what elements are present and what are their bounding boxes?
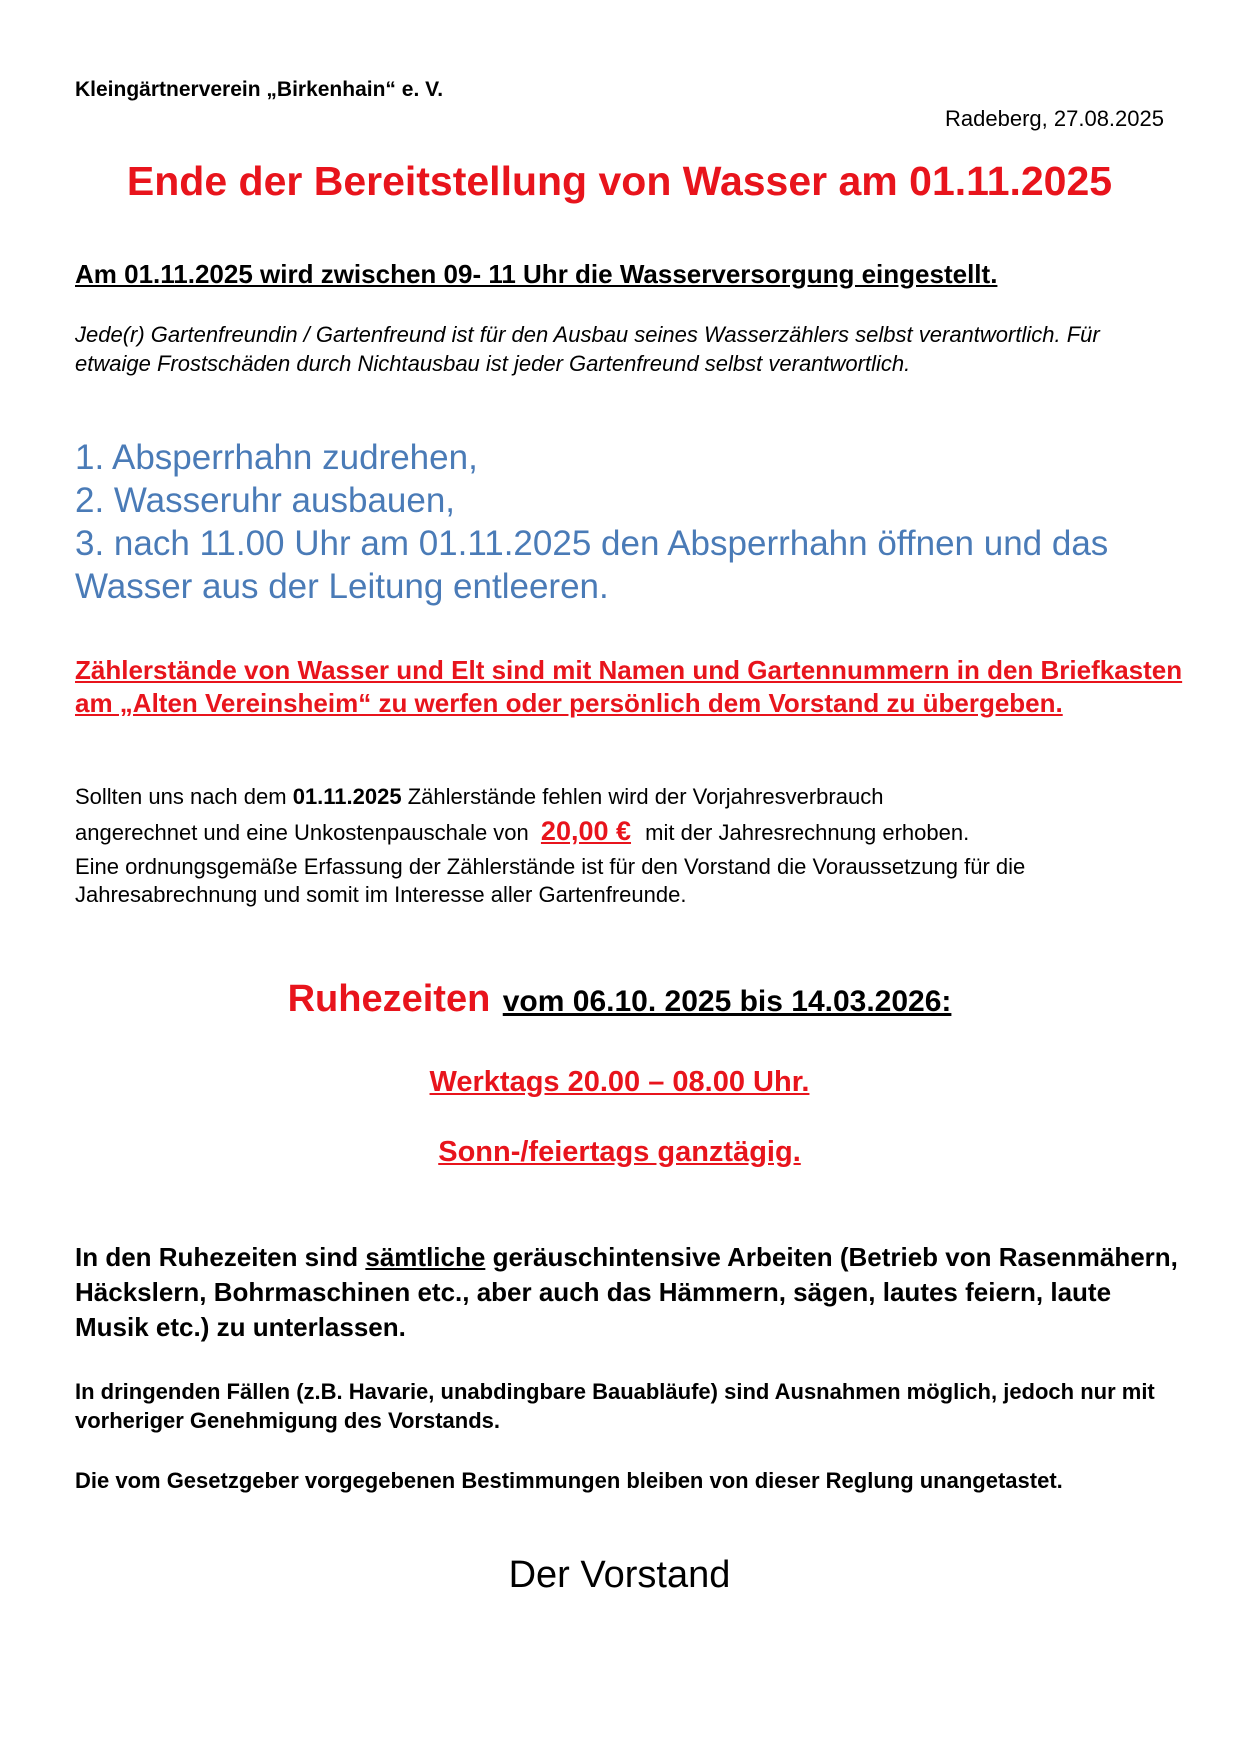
signature: Der Vorstand (508, 1554, 731, 1596)
place-date: Radeberg, 27.08.2025 (945, 106, 1164, 131)
responsibility-paragraph: Jede(r) Gartenfreundin / Gartenfreund ist für den Ausbau seines Wasserzählers selbst verantwortlich. Für etwaige Frostschäden durch Nichtausbau ist jeder Gartenfreund selbst verantwortlich. (75, 322, 1100, 376)
fee-amount: 20,00 € (540, 816, 632, 846)
missing-readings-text-4: mit der Jahresrechnung erhoben. (645, 820, 970, 845)
document-title: Ende der Bereitstellung von Wasser am 01.11.2025 (126, 158, 1113, 204)
exceptions-paragraph: In dringenden Fällen (z.B. Havarie, unabdingbare Bauabläufe) sind Ausnahmen möglich, jedoch nur mit vorheriger Genehmigung des Vorstands. (75, 1379, 1155, 1433)
missing-readings-text-2: Zählerstände fehlen wird der Vorjahresverbrauch (407, 784, 884, 809)
quiet-hours-rules-emphasis: sämtliche (365, 1242, 486, 1272)
missing-readings-text-3: angerechnet und eine Unkostenpauschale von (75, 820, 529, 845)
quiet-hours-rules-text-1: In den Ruhezeiten sind (75, 1242, 359, 1272)
missing-readings-text-5: Eine ordnungsgemäße Erfassung der Zählerstände ist für den Vorstand die Voraussetzung für die Jahresabrechnung und somit im Interesse aller Gartenfreunde. (75, 854, 1026, 907)
missing-readings-date: 01.11.2025 (292, 784, 402, 809)
organization-name: Kleingärtnerverein „Birkenhain“ e. V. (75, 78, 444, 101)
steps-list (75, 436, 1185, 608)
meter-reading-notice: Zählerstände von Wasser und Elt sind mit Namen und Gartennummern in den Briefkasten am „Alten Vereinsheim“ zu werfen oder persönlich dem Vorstand zu übergeben. (75, 655, 1183, 718)
quiet-hours-rules-text-2: geräuschintensive Arbeiten (Betrieb von Rasenmähern, Häckslern, Bohrmaschinen etc., aber auch das Hämmern, sägen, lautes feiern, laute Musik etc.) zu unterlassen. (75, 1242, 1178, 1342)
quiet-hours-rules (75, 1240, 1185, 1345)
quiet-hours-label: Ruhezeiten (287, 978, 491, 1020)
quiet-hours-heading (0, 978, 1239, 1021)
missing-readings-paragraph (75, 783, 1185, 909)
quiet-hours-period: vom 06.10. 2025 bis 14.03.2026: (502, 985, 952, 1018)
step-1: 1. Absperrhahn zudrehen, (75, 438, 478, 477)
step-3: 3. nach 11.00 Uhr am 01.11.2025 den Absperrhahn öffnen und das Wasser aus der Leitung entleeren. (75, 524, 1109, 606)
sunday-quiet-hours: Sonn-/feiertags ganztägig. (438, 1136, 801, 1168)
weekday-quiet-hours (0, 1066, 1239, 1099)
step-2: 2. Wasseruhr ausbauen, (75, 481, 456, 520)
legal-note: Die vom Gesetzgeber vorgegebenen Bestimmungen bleiben von dieser Reglung unangetastet. (75, 1468, 1063, 1493)
weekday-quiet-hours-text: Werktags 20.00 – 08.00 Uhr. (429, 1066, 810, 1098)
water-shutoff-subtitle: Am 01.11.2025 wird zwischen 09- 11 Uhr die Wasserversorgung eingestellt. (75, 259, 998, 289)
missing-readings-text-1: Sollten uns nach dem (75, 784, 287, 809)
